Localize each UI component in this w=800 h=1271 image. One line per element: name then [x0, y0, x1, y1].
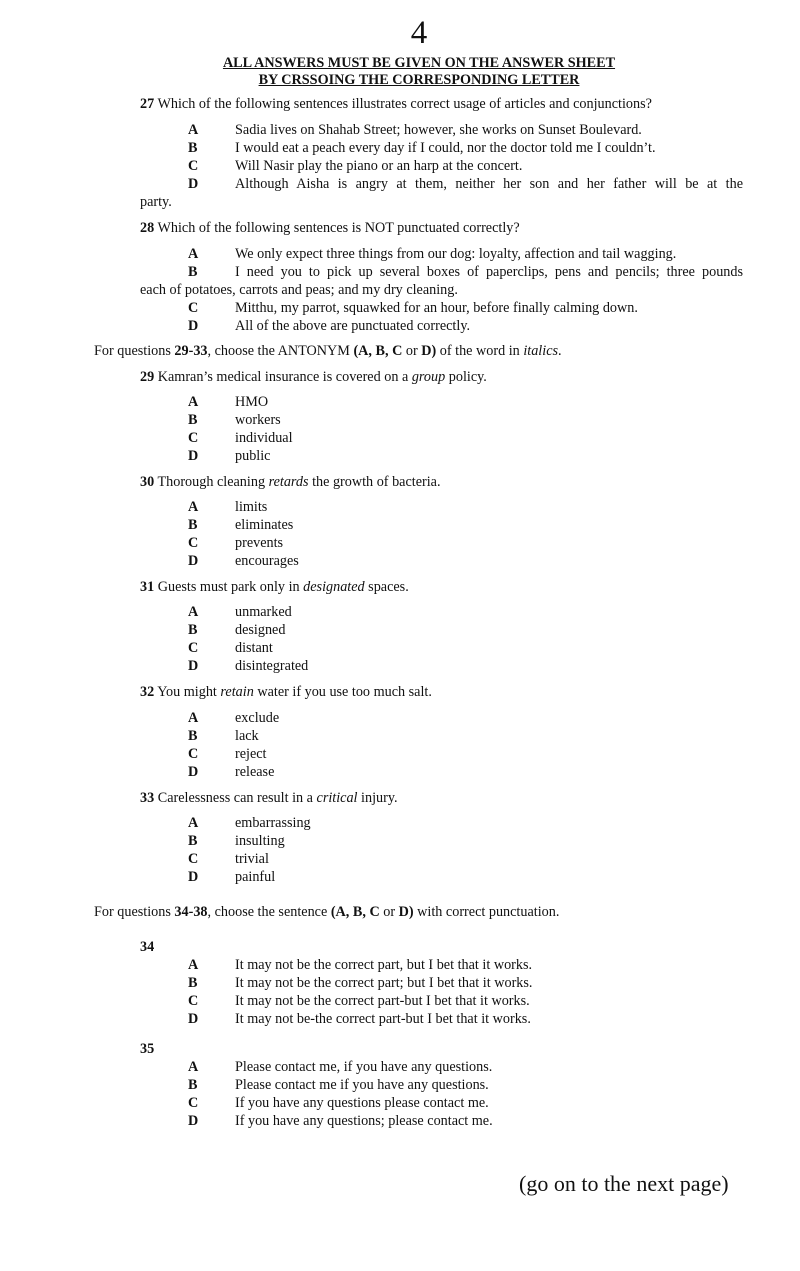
option-letter: A: [188, 710, 199, 726]
option-text: individual: [235, 430, 293, 446]
header-line-2: BY CRSSOING THE CORRESPONDING LETTER: [258, 72, 580, 88]
italic-word: critical: [316, 790, 358, 806]
question-number: 32: [140, 684, 155, 700]
option-letter: A: [188, 394, 199, 410]
option-letter: D: [188, 1011, 199, 1027]
antonym-instructions: [94, 342, 562, 360]
option-text: painful: [235, 869, 276, 885]
question-text: Thorough cleaning: [154, 474, 269, 490]
instr-text: or: [379, 904, 399, 920]
option-text: If you have any questions; please contact me.: [235, 1113, 493, 1129]
question-text: policy.: [445, 369, 487, 385]
option-text: Although Aisha is angry at them, neither her son and her father will be at the: [235, 176, 743, 192]
header-line-1: ALL ANSWERS MUST BE GIVEN ON THE ANSWER SHEET: [222, 55, 616, 71]
instr-text: .: [558, 343, 562, 359]
question-text: injury.: [357, 790, 398, 806]
option-text: trivial: [235, 851, 269, 867]
option-text: Please contact me if you have any questions.: [235, 1077, 489, 1093]
option-text: encourages: [235, 553, 299, 569]
option-letter: B: [188, 622, 198, 638]
option-text: exclude: [235, 710, 280, 726]
option-text: We only expect three things from our dog: loyalty, affection and tail wagging.: [235, 246, 677, 262]
page-number: 4: [410, 15, 428, 51]
option-letter: B: [188, 264, 198, 280]
option-text: Please contact me, if you have any questions.: [235, 1059, 493, 1075]
question-31: [140, 578, 409, 596]
question-number: 35: [140, 1041, 155, 1057]
option-text: I need you to pick up several boxes of paperclips, pens and pencils; three pounds: [235, 264, 743, 280]
option-letter: D: [188, 176, 199, 192]
option-text: HMO: [235, 394, 269, 410]
option-text: It may not be the correct part-but I bet that it works.: [235, 993, 530, 1009]
option-letter: A: [188, 604, 199, 620]
option-letter: D: [188, 1113, 199, 1129]
question-text: Guests must park only in: [154, 579, 304, 595]
option-text: I would eat a peach every day if I could, nor the doctor told me I couldn’t.: [235, 140, 656, 156]
option-letter: A: [188, 246, 199, 262]
question-text: the growth of bacteria.: [308, 474, 441, 490]
q27-option-d-continuation: party.: [140, 194, 172, 210]
option-text: distant: [235, 640, 273, 656]
instr-text: of the word in: [436, 343, 524, 359]
option-text: disintegrated: [235, 658, 309, 674]
option-letter: C: [188, 300, 199, 316]
option-text: It may not be the correct part, but I bet that it works.: [235, 957, 533, 973]
option-letter: C: [188, 430, 199, 446]
option-letter: A: [188, 499, 199, 515]
option-text: It may not be the correct part; but I bet that it works.: [235, 975, 533, 991]
option-text: unmarked: [235, 604, 292, 620]
question-text: Carelessness can result in a: [154, 790, 317, 806]
question-28: [140, 219, 520, 237]
option-text: public: [235, 448, 271, 464]
option-text: All of the above are punctuated correctly.: [235, 318, 471, 334]
question-32: [140, 683, 432, 701]
question-number: 29: [140, 369, 155, 385]
question-number: 33: [140, 790, 155, 806]
question-text: Which of the following sentences is NOT punctuated correctly?: [154, 220, 520, 236]
option-text: designed: [235, 622, 286, 638]
instr-range: 34-38: [174, 904, 208, 920]
instr-text: with correct punctuation.: [413, 904, 560, 920]
option-letter: C: [188, 746, 199, 762]
option-text: limits: [235, 499, 268, 515]
question-number: 27: [140, 96, 155, 112]
instr-choices: D): [398, 904, 414, 920]
instr-text: For questions: [94, 904, 175, 920]
question-33: [140, 789, 398, 807]
option-text: workers: [235, 412, 281, 428]
instr-text: For questions: [94, 343, 175, 359]
italic-word: retards: [268, 474, 309, 490]
option-text: insulting: [235, 833, 285, 849]
question-text: Kamran’s medical insurance is covered on a: [154, 369, 412, 385]
question-number: 31: [140, 579, 155, 595]
instr-text: , choose the sentence: [207, 904, 331, 920]
option-letter: C: [188, 535, 199, 551]
q28-option-b-continuation: each of potatoes, carrots and peas; and my dry cleaning.: [140, 282, 458, 298]
question-27: [140, 95, 652, 113]
question-29: [140, 368, 487, 386]
option-text: Will Nasir play the piano or an harp at the concert.: [235, 158, 523, 174]
option-letter: D: [188, 869, 199, 885]
option-letter: C: [188, 158, 199, 174]
question-text: water if you use too much salt.: [253, 684, 432, 700]
option-text: It may not be-the correct part-but I bet that it works.: [235, 1011, 531, 1027]
next-page-note: (go on to the next page): [519, 1171, 729, 1196]
option-letter: B: [188, 412, 198, 428]
instr-italic: italics: [523, 343, 559, 359]
instr-choices: (A, B, C: [330, 904, 380, 920]
option-text: If you have any questions please contact me.: [235, 1095, 489, 1111]
option-letter: C: [188, 993, 199, 1009]
question-number: 34: [140, 939, 155, 955]
option-letter: A: [188, 122, 199, 138]
option-letter: D: [188, 318, 199, 334]
question-text: Which of the following sentences illustrates correct usage of articles and conjunctions?: [154, 96, 652, 112]
italic-word: group: [411, 369, 446, 385]
question-34: [140, 938, 154, 956]
option-letter: A: [188, 815, 199, 831]
question-text: You might: [154, 684, 221, 700]
option-letter: D: [188, 764, 199, 780]
option-letter: B: [188, 833, 198, 849]
option-text: Mitthu, my parrot, squawked for an hour, before finally calming down.: [235, 300, 638, 316]
option-letter: D: [188, 658, 199, 674]
option-text: reject: [235, 746, 267, 762]
italic-word: retain: [220, 684, 254, 700]
instr-choices: (A, B, C: [353, 343, 403, 359]
option-letter: B: [188, 1077, 198, 1093]
option-letter: C: [188, 1095, 199, 1111]
question-number: 28: [140, 220, 155, 236]
option-text: Sadia lives on Shahab Street; however, she works on Sunset Boulevard.: [235, 122, 642, 138]
instr-choices: D): [421, 343, 437, 359]
punctuation-instructions: [94, 903, 559, 921]
option-text: release: [235, 764, 275, 780]
option-text: embarrassing: [235, 815, 311, 831]
italic-word: designated: [303, 579, 365, 595]
question-35: [140, 1040, 154, 1058]
option-text: prevents: [235, 535, 284, 551]
option-letter: B: [188, 517, 198, 533]
option-letter: D: [188, 448, 199, 464]
option-text: eliminates: [235, 517, 294, 533]
option-letter: B: [188, 728, 198, 744]
question-number: 30: [140, 474, 155, 490]
question-30: [140, 473, 441, 491]
option-letter: A: [188, 957, 199, 973]
option-letter: C: [188, 851, 199, 867]
option-text: lack: [235, 728, 259, 744]
instr-text: or: [402, 343, 422, 359]
instr-range: 29-33: [174, 343, 208, 359]
option-letter: B: [188, 975, 198, 991]
option-letter: A: [188, 1059, 199, 1075]
instr-text: , choose the ANTONYM: [207, 343, 354, 359]
question-text: spaces.: [364, 579, 409, 595]
option-letter: D: [188, 553, 199, 569]
option-letter: C: [188, 640, 199, 656]
answer-sheet-instructions: [0, 55, 800, 89]
option-letter: B: [188, 140, 198, 156]
